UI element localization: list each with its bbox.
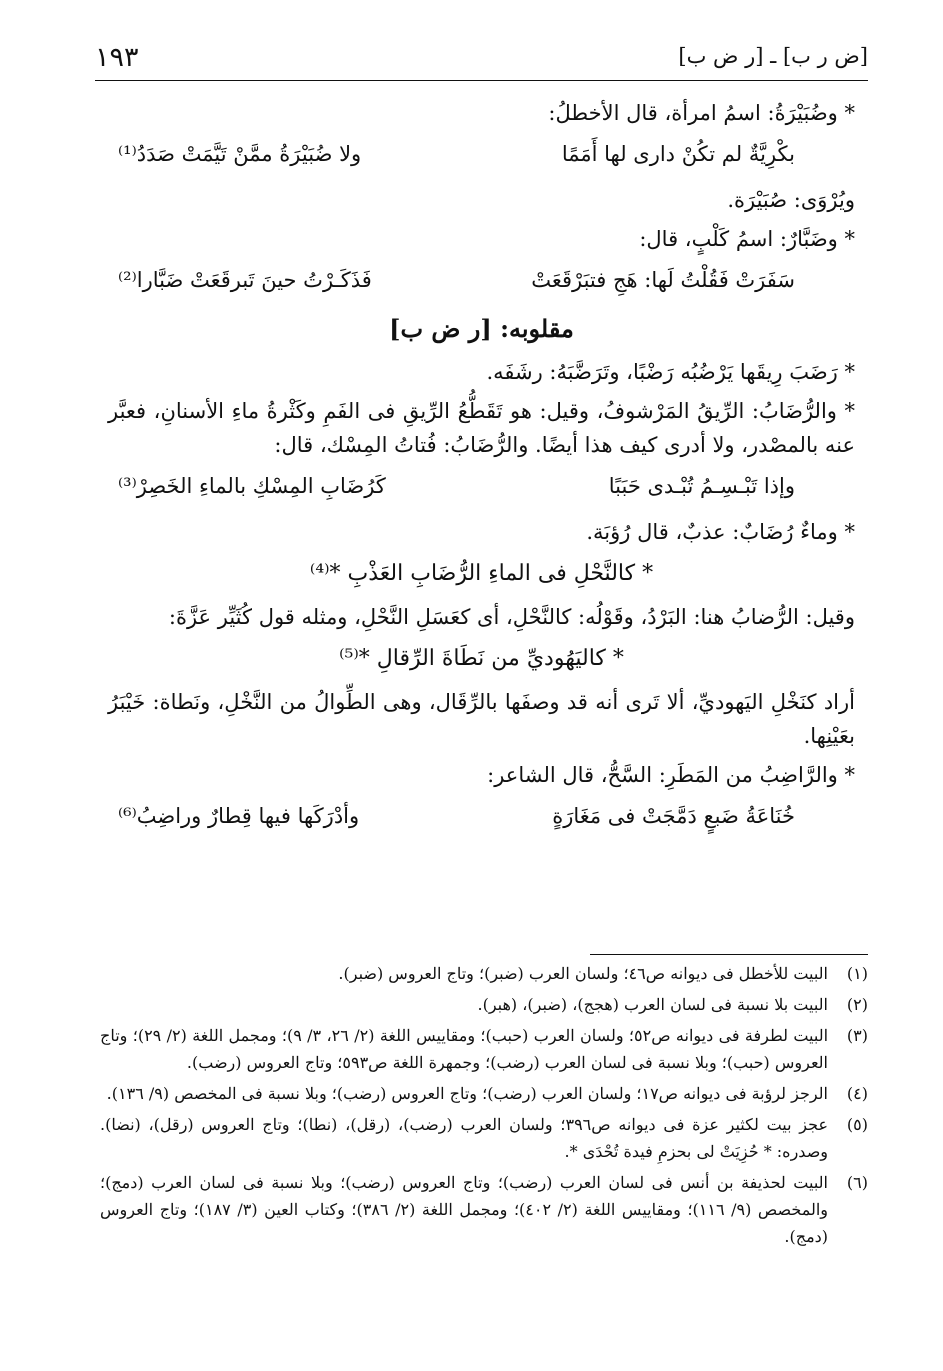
footnote-number: (١) <box>846 964 868 983</box>
verse-tarafa <box>108 467 855 505</box>
page-header <box>95 40 868 76</box>
footnote-text: عجز بيت لكثير عزة فى ديوانه ص٣٩٦؛ ولسان العرب (رضب)، (رقل)، (نطا)؛ وتاج العروس (رقل)، (نضا). وصدره: * حُزِيَتْ لى بحزمِ فيدة تُحْدَى *. <box>100 1115 829 1161</box>
header-rule <box>95 80 868 81</box>
entry-dabbar: * وضَبَّارٌ: اسمُ كَلْبٍ، قال: <box>639 227 855 251</box>
entry-maa-rudab: * وماءٌ رُضَابٌ: عذبٌ، قال رُؤبَة. <box>586 520 855 544</box>
footnote-number: (٤) <box>846 1084 868 1103</box>
verse-hemistich-first: بكْرِيَّةٌ لم تكُنْ دارى لها أَمَمًا <box>561 142 795 166</box>
footnote-number: (٣) <box>846 1026 868 1045</box>
verse-hemistich-second: فَذَكَـرْتُ حينَ تَبرقَعَتْ ضَبَّارا⁽²⁾ <box>118 268 372 292</box>
footnote-item <box>100 1111 868 1165</box>
footnotes <box>100 960 868 1254</box>
footnote-text: الرجز لرؤبة فى ديوانه ص١٧؛ ولسان العرب (رضب)؛ وتاج العروس (رضب)؛ وبلا نسبة فى المخصص (٩/ ١٣٦). <box>106 1084 828 1103</box>
verse-hemistich-first: خُنَاعَةُ ضَبعٍ دَمَّجَتْ فى مَغَارَةٍ <box>552 804 795 828</box>
running-head: [ض ر ب] ـ [ر ض ب] <box>678 44 868 68</box>
footnote-text: البيت بلا نسبة فى لسان العرب (هجج)، (ضبر)، (هبر). <box>477 995 828 1014</box>
entry-radaba: * رَضَبَ رِيقَها يَرْضُبُه رَضْبًا، وتَرَضَّبَهُ: رشَفَه. <box>486 360 855 384</box>
footnote-number: (٢) <box>846 995 868 1014</box>
verse-akhtal <box>108 135 855 173</box>
entry-rudab-barad: وقيل: الرُّضابُ هنا: البَرْدُ، وقَوْلُه: كالنَّحْلِ، أى كعَسَلِ النَّحْلِ، ومثله قول كُثَيِّر عَزَّةَ: <box>168 605 855 629</box>
footnote-item <box>100 1169 868 1250</box>
page-number: ١٩٣ <box>95 42 139 73</box>
verse-hemistich-second: كَرُضَابِ المِسْكِ بالماءِ الخَصِرْ⁽³⁾ <box>118 474 386 498</box>
entry-radib: * والرَّاضِبُ من المَطَرِ: السَّحُّ، قال الشاعر: <box>487 763 855 787</box>
section-heading: مقلوبه: [ر ض ب] <box>389 314 574 343</box>
footnote-item <box>100 1080 868 1107</box>
verse-hemistich-second: ولا ضُبَيْرَةُ ممَّنْ تَيَّمَتْ صَدَدُ⁽¹⁾ <box>118 142 362 166</box>
footnote-item <box>100 991 868 1018</box>
main-text <box>108 96 855 845</box>
verse-hemistich-second: وأدْرَكَها فيها قِطارٌ وراضِبُ⁽⁶⁾ <box>118 804 360 828</box>
verse-hemistich-first: سَفَرَتْ فَقُلْتُ لَها: هَجِ فتبَرْقَعَتْ <box>531 268 795 292</box>
entry-dubayra: * وضُبَيْرَةُ: اسمُ امرأة، قال الأخطلُ: <box>548 101 855 125</box>
entry-rudab: * والرُّضَابُ: الرِّيقُ المَرْشوفُ، وقيل: هو تَقَطُّعُ الرِّيقِ فى الفَمِ وكَثْرةُ ماءِ الأسنانِ، فعبَّر عنه بالمصْدر، ولا أدرى كيف هذا أيضًا. والرُّضَابُ: فُتاتُ المِسْك، قال: <box>108 399 855 457</box>
footnote-text: البيت لطرفة فى ديوانه ص٥٢؛ ولسان العرب (حبب)؛ ومقاييس اللغة (٢/ ٢٦، ٣/ ٩)؛ ومجمل اللغة (٢/ ٢٩)؛ وتاج العروس (حبب)؛ وبلا نسبة فى لسان العرب (رضب)؛ وجمهرة اللغة ص٥٩٣؛ وتاج العروس (رضب). <box>100 1026 829 1072</box>
footnote-item <box>100 1022 868 1076</box>
footnote-text: البيت لحذيفة بن أنس فى لسان العرب (رضب)؛ وتاج العروس (رضب)؛ وبلا نسبة فى لسان العرب (دمج)؛ والمخصص (٩/ ١١٦)؛ ومقاييس اللغة (٢/ ٤٠٢)؛ ومجمل اللغة (٢/ ٣٨٦)؛ وكتاب العين (٣/ ١٨٧)؛ وتاج العروس (دمج). <box>100 1173 829 1246</box>
footnote-item <box>100 960 868 987</box>
rajaz-line-ruba: * كالنَّحْلِ فى الماءِ الرُّضَابِ العَذْبِ *⁽⁴⁾ <box>309 561 654 586</box>
footnote-number: (٦) <box>846 1173 868 1192</box>
verse-hemistich-first: وإذا تَبْـسِـمُ تُبْـدى حَبَبًا <box>608 474 795 498</box>
hemistich-kuthayyir: * كاليَهُوديِّ من نَطَاةَ الرِّقالِ *⁽⁵⁾ <box>339 646 624 671</box>
footnote-number: (٥) <box>846 1115 868 1134</box>
explanation-nakhl: أراد كنَخْلِ اليَهوديِّ، ألا تَرى أنه قد وصفَها بالرِّقَال، وهى الطِّوالُ من النَّخْلِ، ونَطاة: خَيْبَرُ بعَيْنِها. <box>108 690 855 748</box>
variant-reading: ويُرْوَى: صُبَيْرَة. <box>727 188 855 212</box>
footnote-rule <box>590 954 868 955</box>
verse-dabbar <box>108 261 855 299</box>
footnote-text: البيت للأخطل فى ديوانه ص٤٦؛ ولسان العرب (ضبر)؛ وتاج العروس (ضبر). <box>338 964 828 983</box>
verse-hudhayfa <box>108 797 855 835</box>
